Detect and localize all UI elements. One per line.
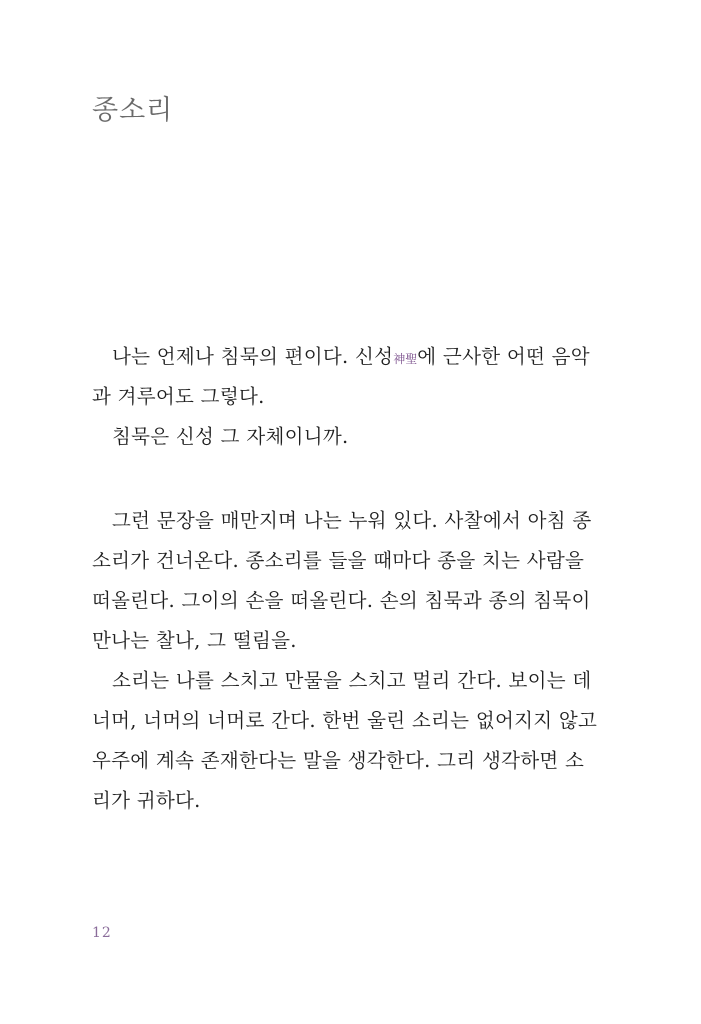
text-line: 만나는 찰나, 그 떨림을. [92, 629, 297, 652]
text-line: 너머, 너머의 너머로 간다. 한번 울린 소리는 없어지지 않고 [92, 709, 598, 732]
text-line: 침묵은 신성 그 자체이니까. [112, 425, 349, 448]
text-line: 과 겨루어도 그렇다. [92, 385, 265, 408]
chapter-title: 종소리 [92, 95, 174, 126]
hanja-annotation: 神聖 [393, 352, 418, 366]
text-line: 그런 문장을 매만지며 나는 누워 있다. 사찰에서 아침 종 [112, 509, 592, 532]
text-line: 떠올린다. 그이의 손을 떠올린다. 손의 침묵과 종의 침묵이 [92, 589, 591, 612]
text-line: 우주에 계속 존재한다는 말을 생각한다. 그리 생각하면 소 [92, 749, 585, 772]
page-number: 12 [92, 925, 112, 941]
text-line [92, 337, 612, 377]
text-line: 리가 귀하다. [92, 789, 201, 812]
paragraph-group-2 [92, 501, 612, 821]
text-segment: 나는 언제나 침묵의 편이다. 신성 [112, 345, 394, 368]
paragraph-group-1 [92, 337, 612, 457]
text-segment: 에 근사한 어떤 음악 [417, 345, 590, 368]
text-line: 소리는 나를 스치고 만물을 스치고 멀리 간다. 보이는 데 [112, 669, 592, 692]
text-line: 소리가 건너온다. 종소리를 들을 때마다 종을 치는 사람을 [92, 549, 585, 572]
